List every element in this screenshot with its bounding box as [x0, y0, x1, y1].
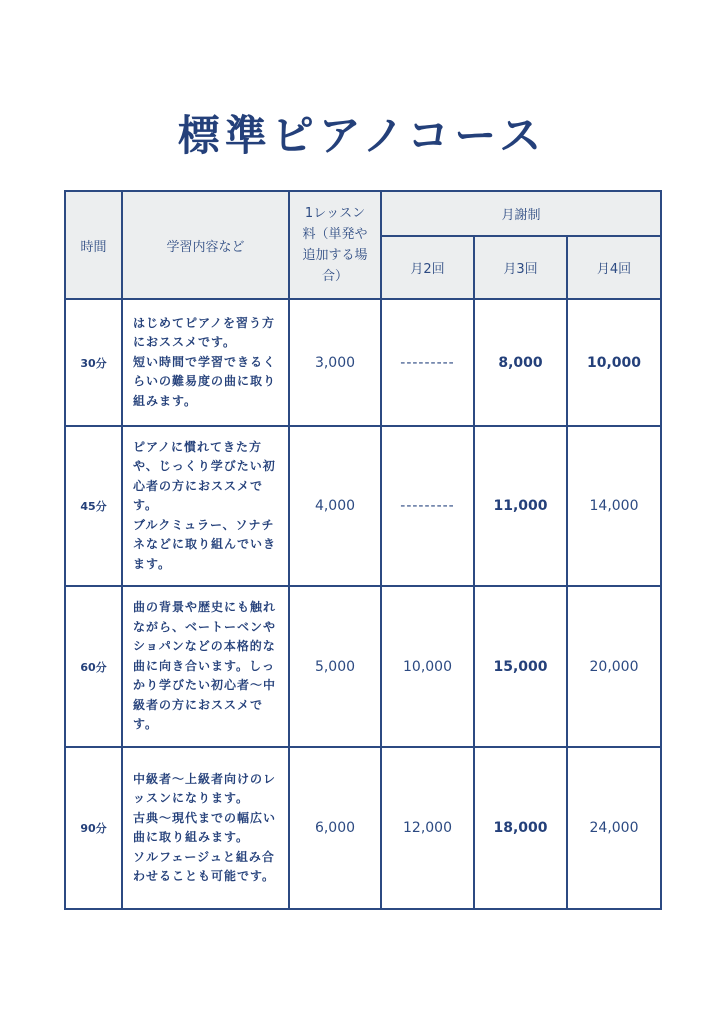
description-cell: 中級者〜上級者向けのレッスンになります。 古典〜現代までの幅広い曲に取り組みます。 ソルフェージュと組み合わせることも可能です。: [122, 747, 289, 909]
month4-price-cell: 24,000: [567, 747, 661, 909]
time-cell: 90分: [65, 747, 122, 909]
header-month2: 月2回: [381, 236, 474, 299]
table-row: [65, 426, 661, 586]
table-row: [65, 299, 661, 426]
header-month3: 月3回: [474, 236, 567, 299]
header-time: 時間: [65, 191, 122, 299]
header-single-lesson: [289, 191, 381, 299]
description-cell: ピアノに慣れてきた方や、じっくり学びたい初心者の方におススメです。 ブルクミュラー、ソナチネなどに取り組んでいきます。: [122, 426, 289, 586]
header-content: 学習内容など: [122, 191, 289, 299]
month3-price-cell: 11,000: [474, 426, 567, 586]
single-price-cell: 4,000: [289, 426, 381, 586]
description-cell: 曲の背景や歴史にも触れながら、ベートーベンやショパンなどの本格的な曲に向き合います。しっかり学びたい初心者〜中級者の方におススメです。: [122, 586, 289, 747]
price-table: [64, 190, 662, 910]
table-row: [65, 586, 661, 747]
month4-price-cell: 14,000: [567, 426, 661, 586]
month4-price-cell: 10,000: [567, 299, 661, 426]
header-month4: 月4回: [567, 236, 661, 299]
month4-price-cell: 20,000: [567, 586, 661, 747]
page-title: 標準ピアノコース: [177, 111, 547, 160]
month3-price-cell: 18,000: [474, 747, 567, 909]
table-row: [65, 747, 661, 909]
month3-price-cell: 15,000: [474, 586, 567, 747]
time-cell: 60分: [65, 586, 122, 747]
month2-price-cell: ---------: [381, 426, 474, 586]
header-row: [65, 191, 661, 236]
single-price-cell: 3,000: [289, 299, 381, 426]
header-single-lesson-label: 1レッスン料（単発や追加する場合）: [302, 206, 368, 284]
month3-price-cell: 8,000: [474, 299, 567, 426]
month2-price-cell: 12,000: [381, 747, 474, 909]
description-cell: はじめてピアノを習う方におススメです。 短い時間で学習できるくらいの難易度の曲に取り組みます。: [122, 299, 289, 426]
single-price-cell: 6,000: [289, 747, 381, 909]
time-cell: 30分: [65, 299, 122, 426]
header-monthly: 月謝制: [381, 191, 661, 236]
single-price-cell: 5,000: [289, 586, 381, 747]
month2-price-cell: ---------: [381, 299, 474, 426]
month2-price-cell: 10,000: [381, 586, 474, 747]
time-cell: 45分: [65, 426, 122, 586]
